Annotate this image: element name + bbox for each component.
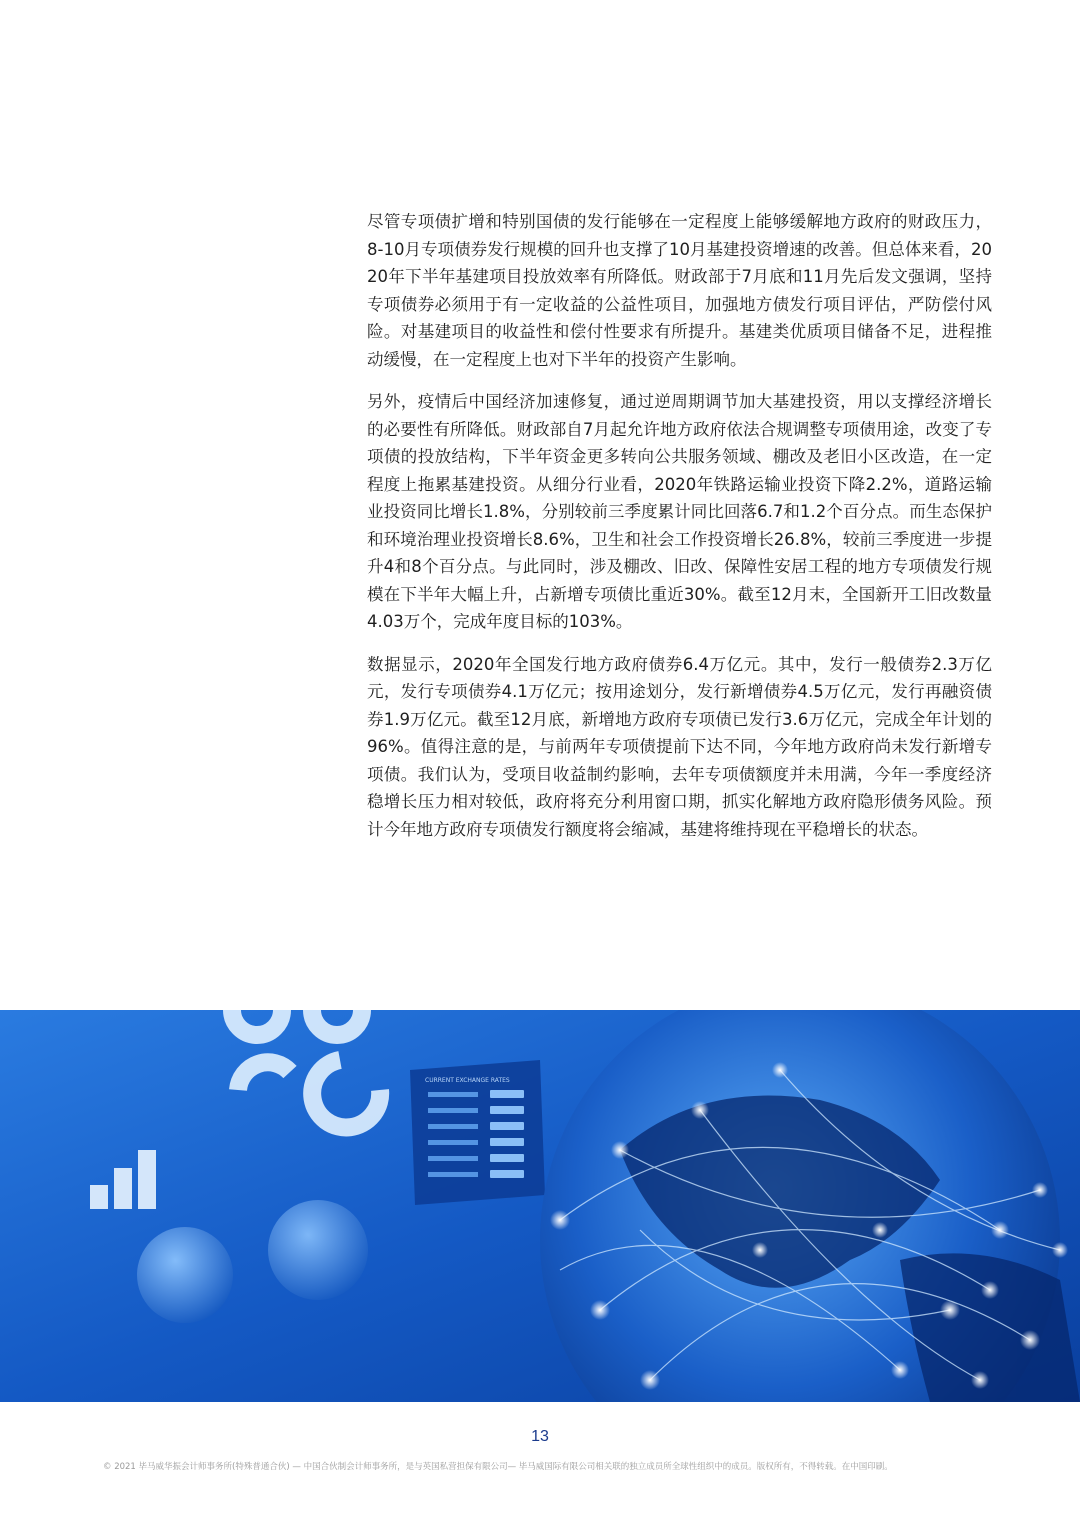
small-globe-icon (137, 1227, 233, 1323)
page-number: 13 (531, 1428, 549, 1445)
paragraph-2: 另外，疫情后中国经济加速修复，通过逆周期调节加大基建投资，用以支撑经济增长的必要性有所降低。财政部自7月起允许地方政府依法合规调整专项债用途，改变了专项债的投放结构，下半年资金更多转向公共服务领域、棚改及老旧小区改造，在一定程度上拖累基建投资。从细分行业看，2020年铁路运输业投资下降2.2%，道路运输业投资同比增长1.8%，分别较前三季度累计同比回落6.7和1.2个百分点。而生态保护和环境治理业投资增长8.6%，卫生和社会工作投资增长26.8%，较前三季度进一步提升4和8个百分点。与此同时，涉及棚改、旧改、保障性安居工程的地方专项债发行规模在下半年大幅上升，占新增专项债比重近30%。截至12月末，全国新开工旧改数量4.03万个，完成年度目标的103%。 (367, 392, 992, 631)
paragraph-1: 尽管专项债扩增和特别国债的发行能够在一定程度上能够缓解地方政府的财政压力， 8-10月专项债券发行规模的回升也支撑了10月基建投资增速的改善。但总体来看，2020年下半年基建项目投放效率有所降低。财政部于7月底和11月先后发文强调，坚持专项债券必须用于有一定收益的公益性项目，加强地方债发行项目评估，严防偿付风险。对基建项目的收益性和偿付性要求有所提升。基建类优质项目储备不足，进程推动缓慢，在一定程度上也对下半年的投资产生影响。 (367, 212, 992, 369)
network-globe-illustration (0, 1010, 1080, 1402)
exchange-rate-panel (410, 1060, 545, 1205)
article-body (367, 208, 992, 858)
globe-banner-image (0, 1010, 1080, 1402)
copyright-footer: © 2021 毕马威华振会计师事务所(特殊普通合伙) — 中国合伙制会计师事务所，是与英国私营担保有限公司— 毕马威国际有限公司相关联的独立成员所全球性组织中的成员。版权所有，不得转载。在中国印刷。 (103, 1462, 893, 1472)
paragraph-3: 数据显示，2020年全国发行地方政府债券6.4万亿元。其中，发行一般债券2.3万亿元，发行专项债券4.1万亿元；按用途划分，发行新增债券4.5万亿元，发行再融资债券1.9万亿元。截至12月底，新增地方政府专项债已发行3.6万亿元，完成全年计划的96%。值得注意的是，与前两年专项债提前下达不同，今年地方政府尚未发行新增专项债。我们认为，受项目收益制约影响，去年专项债额度并未用满，今年一季度经济稳增长压力相对较低，政府将充分利用窗口期，抓实化解地方政府隐形债务风险。预计今年地方政府专项债发行额度将会缩减，基建将维持现在平稳增长的状态。 (367, 654, 992, 839)
small-globe-icon (268, 1200, 368, 1300)
panel-heading: CURRENT EXCHANGE RATES (425, 1077, 510, 1084)
